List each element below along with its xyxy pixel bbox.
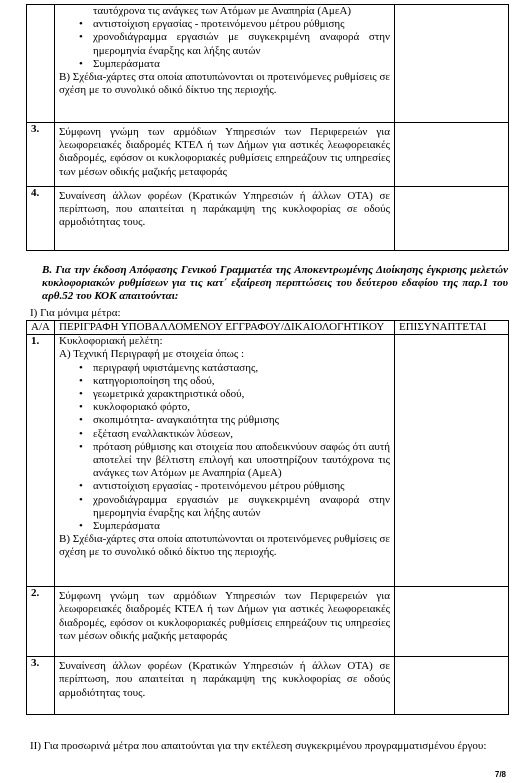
attached-checkbox-cell[interactable] bbox=[395, 123, 509, 187]
attached-checkbox-cell[interactable] bbox=[395, 657, 509, 715]
bullet-item: • χρονοδιάγραμμα εργασιών με συγκεκριμένη αναφορά στην ημερομηνία έναρξης και λήξης αυτών bbox=[93, 494, 390, 520]
attached-checkbox-cell[interactable] bbox=[395, 587, 509, 657]
maps-requirement: Β) Σχέδια-χάρτες στα οποία αποτυπώνονται οι προτεινόμενες ρυθμίσεις σε σχέση με το συνολικό οδικό δίκτυο της περιοχής. bbox=[59, 533, 390, 559]
table-row bbox=[27, 587, 509, 657]
table-row bbox=[27, 335, 509, 587]
bullet-continuation: ταυτόχρονα τις ανάγκες των Ατόμων με Αναπηρία (ΑμεΑ) bbox=[93, 5, 352, 17]
bullet-item: • κυκλοφοριακό φόρτο, bbox=[93, 401, 390, 414]
bullet-item: • χρονοδιάγραμμα εργασιών με συγκεκριμένη αναφορά στην ημερομηνία έναρξης και λήξης αυτών bbox=[93, 31, 390, 57]
description-cell bbox=[55, 5, 395, 123]
page-number: 7/8 bbox=[494, 770, 506, 779]
description-cell bbox=[55, 335, 395, 587]
description-cell: Συναίνεση άλλων φορέων (Κρατικών Υπηρεσιών ή άλλων ΟΤΑ) σε περίπτωση, που απαιτείται η παράκαμψη της κυκλοφορίας σε οδούς αρμοδιότητας τους. bbox=[55, 187, 395, 251]
bullet-item: • Συμπεράσματα bbox=[93, 520, 390, 533]
bullet-item: • αντιστοίχιση εργασίας - προτεινόμενου μέτρου ρύθμισης bbox=[93, 18, 390, 31]
bullet-item: • Συμπεράσματα bbox=[93, 58, 390, 71]
table-row bbox=[27, 5, 509, 123]
study-title: Κυκλοφοριακή μελέτη: bbox=[59, 335, 163, 348]
description-cell: Σύμφωνη γνώμη των αρμόδιων Υπηρεσιών των Περιφερειών για λεωφορειακές διαδρομές ΚΤΕΛ ή των Δήμων για αστικές λεωφορειακές διαδρομές, εφόσον οι κυκλοφοριακές ρυθμίσεις επηρεάζουν τις υπηρεσίες των μέσων οδικής μαζικής μεταφοράς bbox=[55, 587, 395, 657]
bullet-item: • γεωμετρικά χαρακτηριστικά οδού, bbox=[93, 388, 390, 401]
row-number: 2. bbox=[27, 587, 55, 657]
table-header-row bbox=[27, 321, 509, 335]
bullet-list bbox=[59, 18, 390, 71]
attached-checkbox-cell[interactable] bbox=[395, 187, 509, 251]
top-requirements-table bbox=[26, 4, 509, 251]
row-number: 1. bbox=[27, 335, 55, 587]
bullet-item: • περιγραφή υφιστάμενης κατάστασης, bbox=[93, 362, 390, 375]
row-number: 4. bbox=[27, 187, 55, 251]
description-cell: Συναίνεση άλλων φορέων (Κρατικών Υπηρεσιών ή άλλων ΟΤΑ) σε περίπτωση, που απαιτείται η παράκαμψη της κυκλοφορίας σε οδούς αρμοδιότητας τους. bbox=[55, 657, 395, 715]
attached-checkbox-cell[interactable] bbox=[395, 335, 509, 587]
row-number: 3. bbox=[27, 123, 55, 187]
bullet-item: • σκοπιμότητα- αναγκαιότητα της ρύθμισης bbox=[93, 414, 390, 427]
column-header-attached: ΕΠΙΣΥΝΑΠΤΕΤΑΙ bbox=[395, 321, 509, 335]
table-row bbox=[27, 123, 509, 187]
maps-requirement: Β) Σχέδια-χάρτες στα οποία αποτυπώνονται οι προτεινόμενες ρυθμίσεις σε σχέση με το συνολικό οδικό δίκτυο της περιοχής. bbox=[59, 71, 390, 97]
table-row bbox=[27, 187, 509, 251]
section-b-heading: Β. Για την έκδοση Απόφασης Γενικού Γραμματέα της Αποκεντρωμένης Διοίκησης έγκρισης μελετών κυκλοφοριακών ρυθμίσεων για τις κατ΄ εξαίρεση περιπτώσεις του δεύτερου εδαφίου της παρ.1 του αρθ.52 του ΚΟΚ απαιτούνται: bbox=[42, 264, 508, 303]
permanent-measures-label: Ι) Για μόνιμα μέτρα: bbox=[30, 307, 121, 319]
bullet-item: • κατηγοριοποίηση της οδού, bbox=[93, 375, 390, 388]
column-header-aa: Α/Α bbox=[27, 321, 55, 335]
description-cell: Σύμφωνη γνώμη των αρμόδιων Υπηρεσιών των Περιφερειών για λεωφορειακές διαδρομές ΚΤΕΛ ή των Δήμων για αστικές λεωφορειακές διαδρομές, εφόσον οι κυκλοφοριακές ρυθμίσεις επηρεάζουν τις υπηρεσίες των μέσων οδικής μαζικής μεταφοράς bbox=[55, 123, 395, 187]
temporary-measures-label: ΙΙ) Για προσωρινά μέτρα που απαιτούνται για την εκτέλεση συγκεκριμένου προγραμματισμένου έργου: bbox=[30, 740, 487, 752]
bullet-item: • αντιστοίχιση εργασίας - προτεινόμενου μέτρου ρύθμισης bbox=[93, 480, 390, 493]
bullet-list bbox=[59, 362, 390, 534]
column-header-description: ΠΕΡΙΓΡΑΦΗ ΥΠΟΒΑΛΛΟΜΕΝΟΥ ΕΓΓΡΑΦΟΥ/ΔΙΚΑΙΟΛΟΓΗΤΙΚΟΥ bbox=[55, 321, 395, 335]
table-row bbox=[27, 657, 509, 715]
main-requirements-table bbox=[26, 320, 509, 715]
row-number-cell bbox=[27, 5, 55, 123]
bullet-item: • πρόταση ρύθμισης και στοιχεία που αποδεικνύουν σαφώς ότι αυτή αποτελεί την βέλτιστη επιλογή και υποστηρίζουν ταυτόχρονα τις ανάγκες των Ατόμων με Αναπηρία (ΑμεΑ) bbox=[93, 441, 390, 481]
attached-checkbox-cell[interactable] bbox=[395, 5, 509, 123]
bullet-item: • εξέταση εναλλακτικών λύσεων, bbox=[93, 428, 390, 441]
row-number: 3. bbox=[27, 657, 55, 715]
technical-description-title: Α) Τεχνική Περιγραφή με στοιχεία όπως : bbox=[59, 348, 245, 361]
